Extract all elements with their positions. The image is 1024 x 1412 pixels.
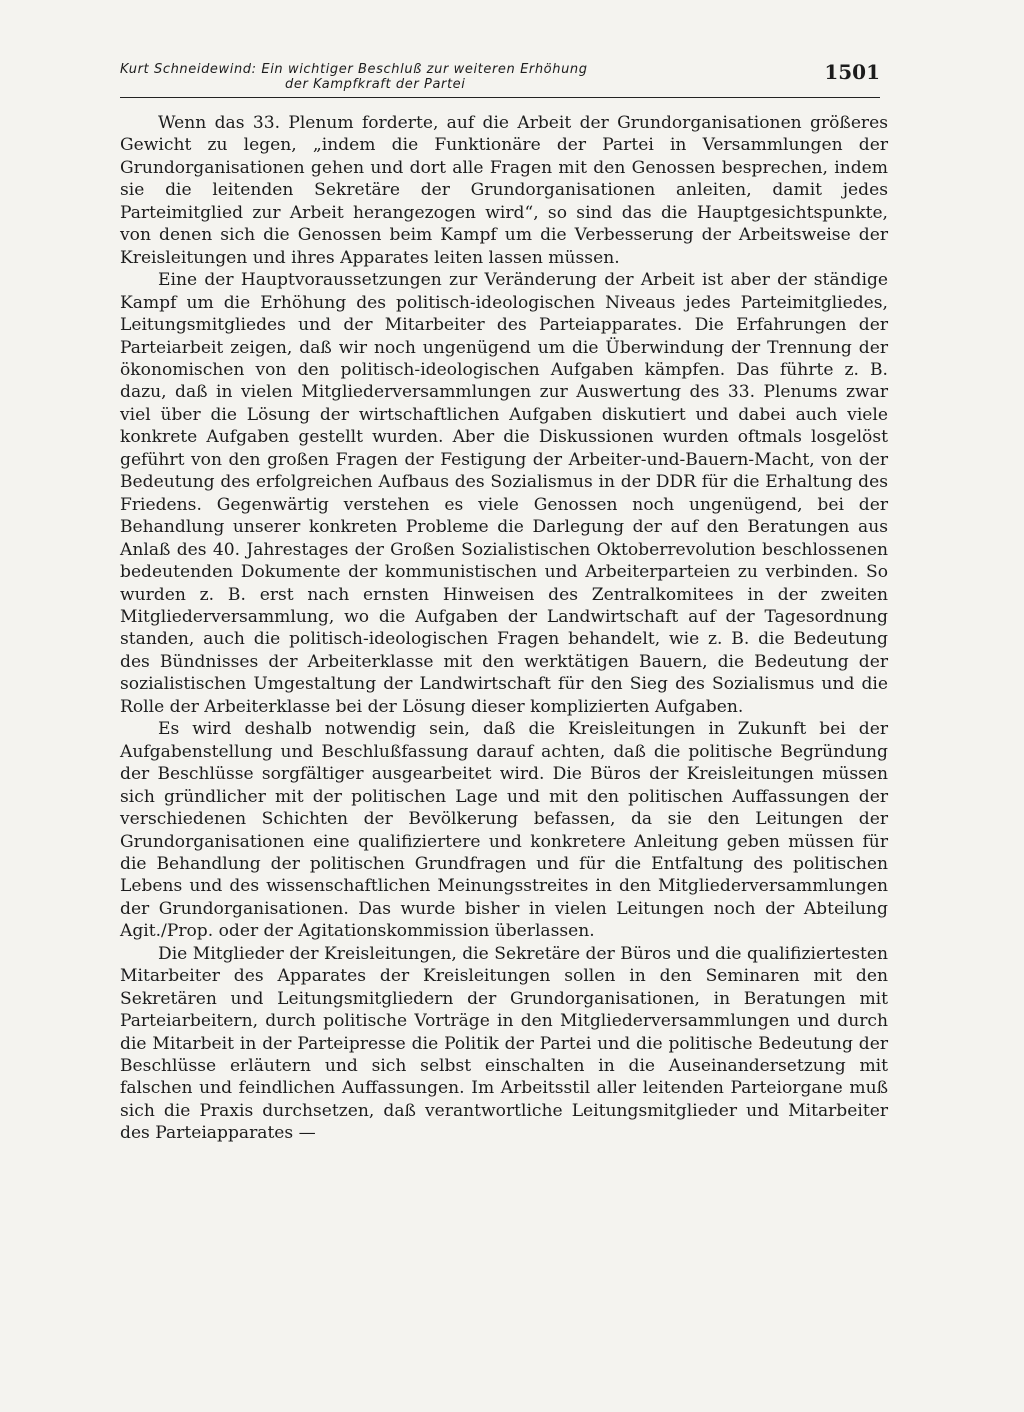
header-rule [120, 97, 880, 98]
running-title-line-2: der Kampfkraft der Partei [285, 77, 466, 92]
body-text [120, 112, 888, 1145]
running-title-line-1: Kurt Schneidewind: Ein wichtiger Beschluß zur weiteren Erhöhung [120, 62, 588, 77]
paragraph: Wenn das 33. Plenum forderte, auf die Arbeit der Grundorganisationen größeres Gewicht zu legen, „indem die Funktionäre der Partei in Versammlungen der Grundorganisationen gehen und dort alle Fragen mit den Genossen besprechen, indem sie die leitenden Sekretäre der Grundorganisationen anleiten, damit jedes Parteimitglied zur Arbeit herangezogen wird“, so sind das die Hauptgesichtspunkte, von denen sich die Genossen beim Kampf um die Verbesserung der Arbeitsweise der Kreisleitungen und ihres Apparates leiten lassen müssen. [120, 113, 888, 268]
paragraph: Die Mitglieder der Kreisleitungen, die Sekretäre der Büros und die qualifiziertesten Mitarbeiter des Apparates der Kreisleitungen sollen in den Seminaren mit den Sekretären und Leitungsmitgliedern der Grundorganisationen, in Beratungen mit Parteiarbeitern, durch politische Vorträge in den Mitgliederversammlungen und durch die Mitarbeit in der Parteipresse die Politik der Partei und die politische Bedeutung der Beschlüsse erläutern und sich selbst einschalten in die Auseinandersetzung mit falschen und feindlichen Auffassungen. Im Arbeitsstil aller leitenden Parteiorgane muß sich die Praxis durchsetzen, daß verantwortliche Leitungsmitglieder und Mitarbeiter des Parteiapparates — [120, 943, 888, 1144]
paragraph: Es wird deshalb notwendig sein, daß die Kreisleitungen in Zukunft bei der Aufgabenstellung und Beschlußfassung darauf achten, daß die politische Begründung der Beschlüsse sorgfältiger ausgearbeitet wird. Die Büros der Kreisleitungen müssen sich gründlicher mit der politischen Lage und mit den politischen Auffassungen der verschiedenen Schichten der Bevölkerung befassen, da sie den Leitungen der Grundorganisationen eine qualifiziertere und konkretere Anleitung geben müssen für die Behandlung der politischen Grundfragen und für die Entfaltung des politischen Lebens und des wissenschaftlichen Meinungsstreites in den Mitgliederversammlungen der Grundorganisationen. Das wurde bisher in vielen Leitungen noch der Abteilung Agit./Prop. oder der Agitationskommission überlassen. [120, 719, 888, 942]
paragraph: Eine der Hauptvoraussetzungen zur Veränderung der Arbeit ist aber der ständige Kampf um die Erhöhung des politisch-ideologischen Niveaus jedes Parteimitgliedes, Leitungsmitgliedes und der Mitarbeiter des Parteiapparates. Die Erfahrungen der Parteiarbeit zeigen, daß wir noch ungenügend um die Überwindung der Trennung der ökonomischen von den politisch-ideologischen Aufgaben kämpfen. Das führte z. B. dazu, daß in vielen Mitgliederversammlungen zur Auswertung des 33. Plenums zwar viel über die Lösung der wirtschaftlichen Aufgaben diskutiert und dabei auch viele konkrete Aufgaben gestellt wurden. Aber die Diskussionen wurden oftmals losgelöst geführt von den großen Fragen der Festigung der Arbeiter-und-Bauern-Macht, von der Bedeutung des erfolgreichen Aufbaus des Sozialismus in der DDR für die Erhaltung des Friedens. Gegenwärtig verstehen es viele Genossen noch ungenügend, bei der Behandlung unserer konkreten Probleme die Darlegung der auf den Beratungen aus Anlaß des 40. Jahrestages der Großen Sozialistischen Oktoberrevolution beschlossenen bedeutenden Dokumente der kommunistischen und Arbeiterparteien zu verbinden. So wurden z. B. erst nach ernsten Hinweisen des Zentralkomitees in der zweiten Mitgliederversammlung, wo die Aufgaben der Landwirtschaft auf der Tagesordnung standen, auch die politisch-ideologischen Fragen behandelt, wie z. B. die Bedeutung des Bündnisses der Arbeiterklasse mit den werktätigen Bauern, die Bedeutung der sozialistischen Umgestaltung der Landwirtschaft für den Sieg des Sozialismus und die Rolle der Arbeiterklasse bei der Lösung dieser komplizierten Aufgaben. [120, 270, 888, 717]
page-number: 1501 [824, 60, 880, 84]
